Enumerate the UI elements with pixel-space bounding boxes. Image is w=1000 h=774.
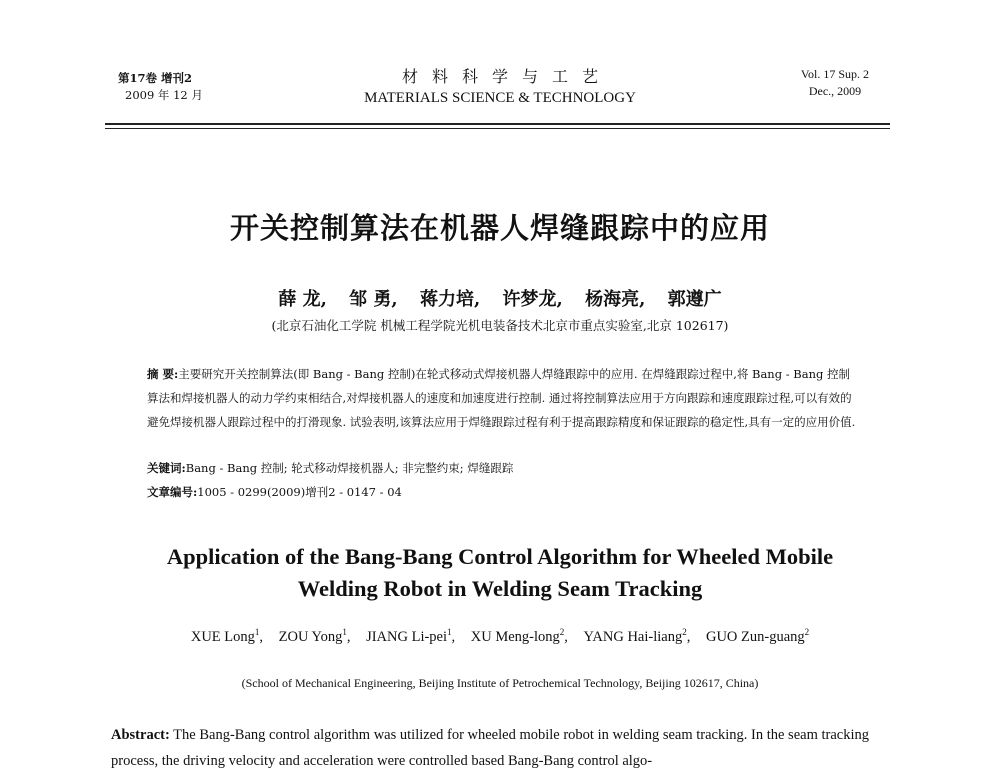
author-cn: 薛 龙, bbox=[278, 289, 327, 310]
journal-header bbox=[330, 64, 670, 107]
author-cn: 邹 勇, bbox=[349, 289, 398, 310]
header-volume-block bbox=[118, 70, 203, 104]
title-en-line2: Welding Robot in Welding Seam Tracking bbox=[297, 576, 703, 601]
abstract-en bbox=[111, 722, 891, 774]
title-en-line1: Application of the Bang-Bang Control Algorithm for Wheeled Mobile bbox=[166, 544, 834, 569]
author-en: XUE Long$^1$, bbox=[190, 627, 264, 645]
abstract-cn-label: 摘 要: bbox=[147, 367, 179, 381]
author-en: YANG Hai-liang$^2$, bbox=[583, 627, 691, 645]
author-cn: 蒋力培, bbox=[419, 289, 481, 310]
keywords-label: 关键词: bbox=[147, 461, 186, 475]
date-en: Dec., 2009 bbox=[808, 84, 862, 98]
author-cn: 杨海亮, bbox=[585, 289, 646, 310]
header-volume-en-block bbox=[780, 66, 890, 100]
journal-name-en: MATERIALS SCIENCE & TECHNOLOGY bbox=[364, 90, 636, 106]
keywords-cn bbox=[147, 460, 859, 476]
paper-title-en bbox=[0, 541, 1000, 605]
authors-en bbox=[0, 627, 1000, 646]
paper-title-cn: 开关控制算法在机器人焊缝跟踪中的应用 bbox=[229, 211, 770, 245]
article-number bbox=[147, 484, 859, 500]
author-en: GUO Zun-guang$^2$ bbox=[705, 627, 810, 645]
affiliation-cn: (北京石油化工学院 机械工程学院光机电装备技术北京市重点实验室,北京 102617) bbox=[271, 318, 729, 333]
keywords-text: Bang - Bang 控制; 轮式移动焊接机器人; 非完整约束; 焊缝跟踪 bbox=[185, 461, 514, 475]
author-en: ZOU Yong$^1$, bbox=[278, 627, 351, 645]
volume-en: Vol. 17 Sup. 2 bbox=[800, 67, 870, 81]
authors-cn bbox=[0, 285, 1000, 311]
abstract-en-text: The Bang-Bang control algorithm was utilized for wheeled mobile robot in welding seam tracking. In the seam tracking process, the driving velocity and acceleration were controlled based Bang-Bang control algo- bbox=[111, 727, 869, 769]
date-cn: 2009 年 12 月 bbox=[125, 88, 203, 102]
abstract-cn bbox=[147, 362, 859, 434]
header-rule-thin bbox=[105, 128, 890, 129]
author-en: JIANG Li-pei$^1$, bbox=[366, 627, 456, 645]
author-cn: 郭遵广 bbox=[667, 289, 722, 310]
journal-name-cn: 材料科学与工艺 bbox=[401, 67, 612, 86]
article-number-text: 1005 - 0299(2009)增刊2 - 0147 - 04 bbox=[197, 485, 402, 499]
author-en: XU Meng-long$^2$, bbox=[470, 627, 568, 645]
header-rule-thick bbox=[105, 123, 890, 125]
affiliation-en: (School of Mechanical Engineering, Beijing Institute of Petrochemical Technology, Beijing 102617, China) bbox=[241, 676, 759, 690]
article-number-label: 文章编号: bbox=[147, 485, 198, 499]
abstract-cn-text: 主要研究开关控制算法(即 Bang - Bang 控制)在轮式移动式焊接机器人焊缝跟踪中的应用. 在焊缝跟踪过程中,将 Bang - Bang 控制算法和焊接机器人的动力学约束相结合,对焊接机器人的速度和加速度进行控制. 通过将控制算法应用于方向跟踪和速度跟踪过程,可以有效的避免焊接机器人跟踪过程中的打滑现象. 试验表明,该算法应用于焊缝跟踪过程有利于提高跟踪精度和保证跟踪的稳定性,具有一定的应用价值. bbox=[147, 367, 856, 429]
author-cn: 许梦龙, bbox=[502, 289, 563, 310]
volume-cn: 第17卷 增刊2 bbox=[118, 71, 193, 85]
abstract-en-label: Abstract: bbox=[111, 727, 170, 743]
